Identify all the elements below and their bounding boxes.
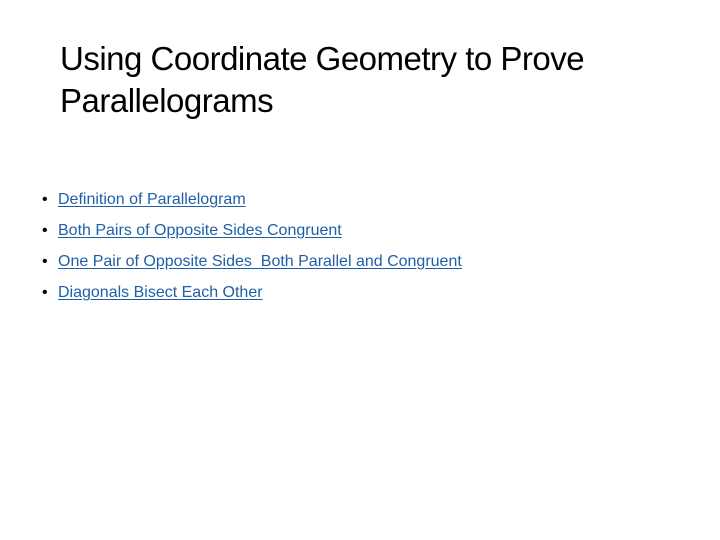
list-item (42, 184, 462, 215)
list-item (42, 215, 462, 246)
link-one-pair-parallel-and-congruent[interactable]: One Pair of Opposite Sides Both Parallel and Congruent (58, 253, 462, 270)
bullet-icon: • (42, 222, 48, 239)
slide-title-line-1: Using Coordinate Geometry to Prove (60, 40, 585, 77)
bullet-list (42, 184, 462, 308)
list-item (42, 277, 462, 308)
bullet-icon: • (42, 253, 48, 270)
link-diagonals-bisect-each-other[interactable]: Diagonals Bisect Each Other (58, 284, 263, 301)
bullet-icon: • (42, 191, 48, 208)
list-item (42, 246, 462, 277)
bullet-icon: • (42, 284, 48, 301)
link-definition-of-parallelogram[interactable]: Definition of Parallelogram (58, 191, 246, 208)
slide-title (60, 38, 700, 122)
slide-title-line-2: Parallelograms (60, 82, 274, 119)
link-both-pairs-opposite-sides-congruent[interactable]: Both Pairs of Opposite Sides Congruent (58, 222, 342, 239)
